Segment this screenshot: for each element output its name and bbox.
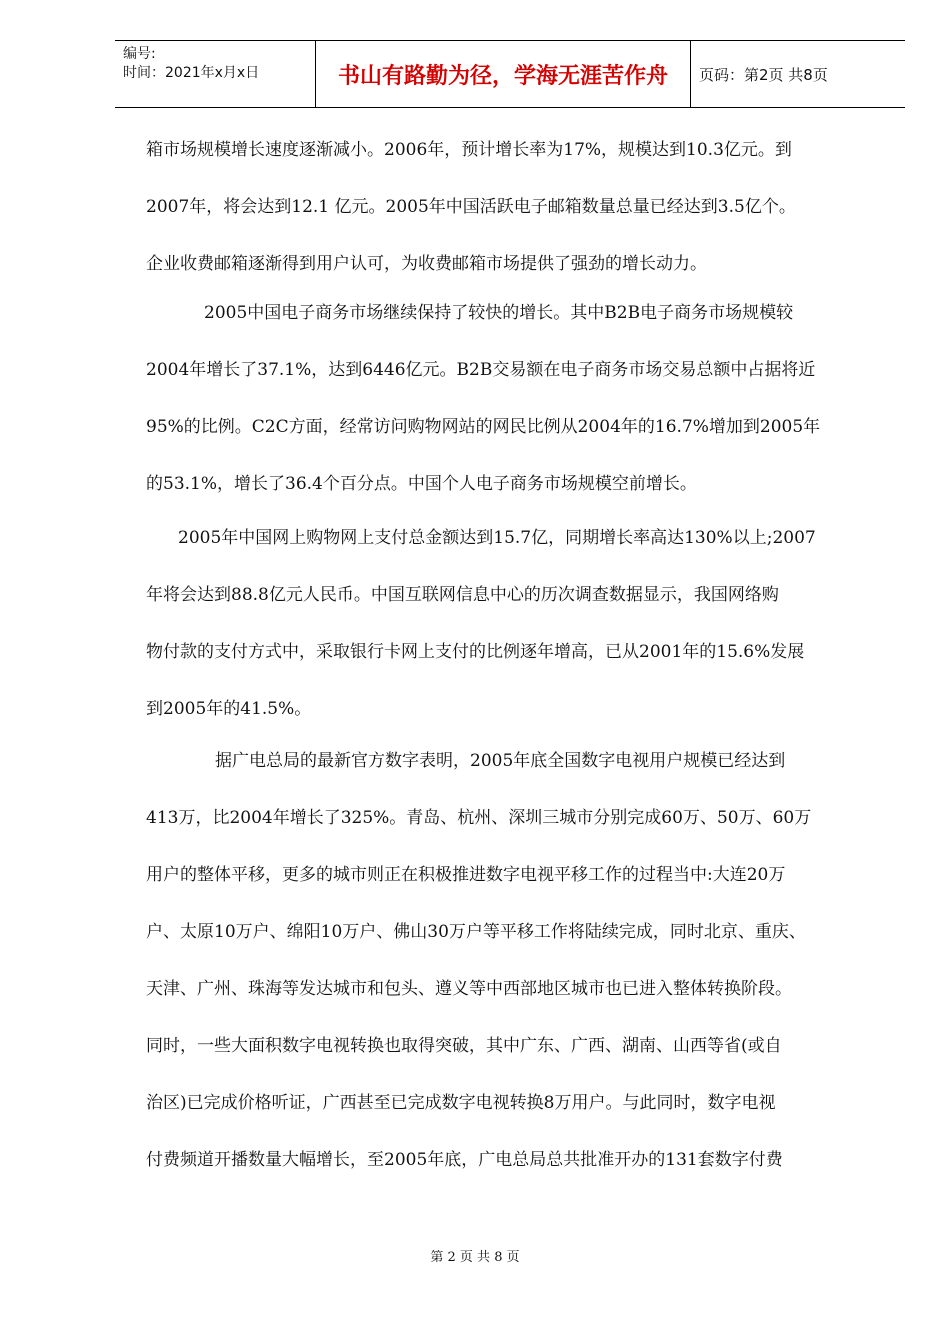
body-line: 治区)已完成价格听证，广西甚至已完成数字电视转换8万用户。与此同时，数字电视 — [146, 1093, 776, 1113]
body-line: 付费频道开播数量大幅增长，至2005年底，广电总局总共批准开办的131套数字付费 — [146, 1150, 783, 1170]
body-line: 用户的整体平移，更多的城市则正在积极推进数字电视平移工作的过程当中:大连20万 — [146, 865, 786, 885]
body-line: 据广电总局的最新官方数字表明，2005年底全国数字电视用户规模已经达到 — [215, 751, 786, 771]
body-line: 2005年中国网上购物网上支付总金额达到15.7亿，同期增长率高达130%以上;2007 — [178, 528, 816, 548]
body-line: 2007年，将会达到12.1 亿元。2005年中国活跃电子邮箱数量总量已经达到3.5亿个。 — [146, 197, 796, 217]
body-line: 2005中国电子商务市场继续保持了较快的增长。其中B2B电子商务市场规模较 — [204, 303, 794, 323]
page-footer: 第 2 页 共 8 页 — [430, 1250, 520, 1265]
body-line: 天津、广州、珠海等发达城市和包头、遵义等中西部地区城市也已进入整体转换阶段。 — [146, 979, 792, 999]
number-label: 编号: — [123, 46, 156, 62]
body-line: 到2005年的41.5%。 — [146, 699, 312, 719]
body-line: 95%的比例。C2C方面，经常访问购物网站的网民比例从2004年的16.7%增加到2005年 — [146, 417, 821, 437]
body-line: 413万，比2004年增长了325%。青岛、杭州、深圳三城市分别完成60万、50万、60万 — [146, 808, 812, 828]
body-line: 箱市场规模增长速度逐渐减小。2006年，预计增长率为17%，规模达到10.3亿元。到 — [146, 140, 792, 160]
header-motto: 书山有路勤为径，学海无涯苦作舟 — [337, 63, 668, 89]
page-header — [115, 40, 905, 108]
header-motto-cell — [315, 41, 691, 107]
header-page-info: 页码：第2页 共8页 — [699, 65, 828, 84]
header-meta — [115, 41, 315, 107]
time-label: 时间：2021年x月x日 — [123, 65, 260, 81]
body-line: 年将会达到88.8亿元人民币。中国互联网信息中心的历次调查数据显示，我国网络购 — [146, 585, 779, 605]
body-line: 物付款的支付方式中，采取银行卡网上支付的比例逐年增高，已从2001年的15.6%发展 — [146, 642, 805, 662]
body-line: 户、太原10万户、绵阳10万户、佛山30万户等平移工作将陆续完成，同时北京、重庆、 — [146, 922, 806, 942]
body-line: 企业收费邮箱逐渐得到用户认可，为收费邮箱市场提供了强劲的增长动力。 — [146, 254, 707, 274]
body-line: 的53.1%，增长了36.4个百分点。中国个人电子商务市场规模空前增长。 — [146, 474, 697, 494]
body-line: 2004年增长了37.1%，达到6446亿元。B2B交易额在电子商务市场交易总额中占据将近 — [146, 360, 816, 380]
body-line: 同时，一些大面积数字电视转换也取得突破，其中广东、广西、湖南、山西等省(或自 — [146, 1036, 782, 1056]
